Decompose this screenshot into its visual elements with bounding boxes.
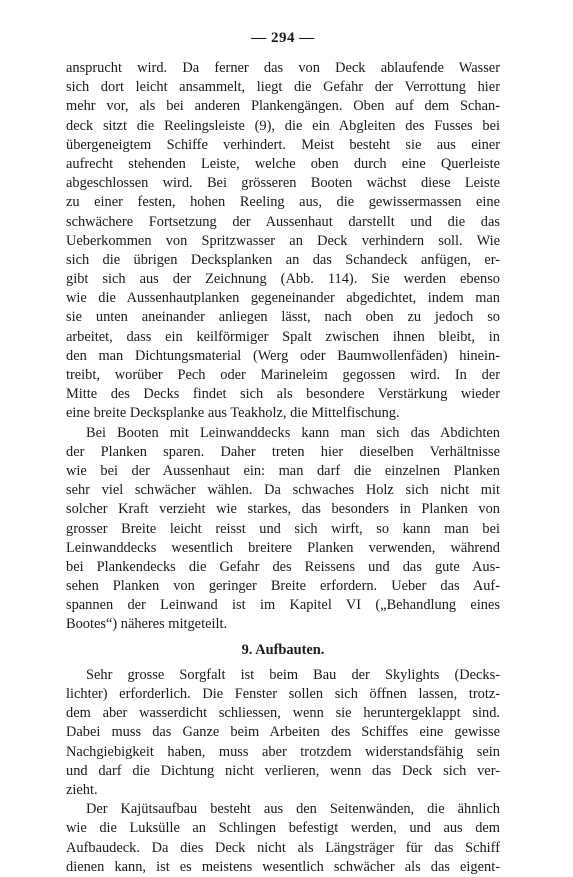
text-line: Der Kajütsaufbau besteht aus den Seitenwänden, die ähnlich [86, 801, 500, 818]
body-text [66, 59, 500, 635]
text-line: sehr viel schwächer wählen. Da schwaches Holz sich nicht mit [66, 482, 500, 499]
text-line: lichter) erforderlich. Die Fenster sollen sich öffnen lassen, trotz- [66, 686, 500, 703]
text-line: arbeitet, dass ein keilförmiger Spalt zwischen ihnen bleibt, in [66, 328, 500, 345]
text-line: und darf die Dichtung nicht verlieren, wenn das Deck sich ver- [66, 762, 500, 779]
text-line: Bootes“) näheres mitgeteilt. [66, 616, 228, 633]
text-line: den man Dichtungsmaterial (Werg oder Baumwollenfäden) hinein- [66, 347, 500, 364]
text-line: abgeschlossen wird. Bei grösseren Booten wächst diese Leiste [66, 175, 500, 192]
section-text [66, 666, 500, 877]
text-line: der Planken sparen. Daher treten hier dieselben Verhältnisse [66, 443, 500, 460]
text-line: deck sitzt die Reelingsleiste (9), die ein Abgleiten des Fusses bei [66, 117, 500, 134]
paragraph [66, 59, 500, 424]
text-line: eine breite Decksplanke aus Teakholz, die Mittelfischung. [66, 405, 400, 422]
paragraph [66, 666, 500, 800]
text-line: zu einer festen, hohen Reeling aus, die gewissermassen eine [66, 194, 500, 211]
text-line: sie unten aneinander anliegen lässt, nach oben zu jedoch so [66, 309, 500, 326]
text-line: wie die Luksülle an Schlingen befestigt werden, und aus dem [66, 820, 500, 837]
text-line: zieht. [66, 781, 98, 798]
text-line: aufrecht stehenden Leiste, welche oben durch eine Querleiste [66, 155, 500, 172]
text-line: dem aber wasserdicht schliessen, wenn sie heruntergeklappt sind. [66, 705, 500, 722]
text-line: dienen kann, ist es meistens wesentlich schwächer als das eigent- [66, 858, 500, 875]
text-line: übergeneigtem Schiffe verhindert. Meist besteht sie aus einer [66, 136, 500, 153]
text-line: sehen Planken von geringer Breite erfordern. Ueber das Auf- [66, 578, 500, 595]
text-line: Leinwanddecks wesentlich breitere Planken verwenden, während [66, 539, 500, 556]
text-line: Ueberkommen von Spritzwasser an Deck verhindern soll. Wie [66, 232, 500, 249]
text-line: bei Plankendecks die Gefahr des Reissens und das gute Aus- [66, 558, 500, 575]
text-line: Dabei muss das Ganze beim Arbeiten des Schiffes eine gewisse [66, 724, 500, 741]
paragraph [66, 424, 500, 635]
text-line: spannen der Leinwand ist im Kapitel VI („Behandlung eines [66, 597, 500, 614]
text-line: solcher Kraft verzieht wie starkes, das besonders in Planken von [66, 501, 500, 518]
text-line: sich dort leicht ansammelt, liegt die Gefahr der Verrottung hier [66, 79, 500, 96]
paragraph [66, 800, 500, 877]
text-line: mehr vor, als bei anderen Plankengängen. Oben auf dem Schan- [66, 98, 500, 115]
text-line: Bei Booten mit Leinwanddecks kann man sich das Abdichten [86, 424, 500, 441]
text-line: Nachgiebigkeit haben, muss aber trotzdem widerstandsfähig sein [66, 743, 500, 760]
text-line: wie bei der Aussenhaut ein: man darf die einzelnen Planken [66, 462, 500, 479]
text-line: schwächere Fortsetzung der Aussenhaut darstellt und die das [66, 213, 500, 230]
text-line: sich die übrigen Decksplanken an das Schandeck anfügen, er- [66, 251, 500, 268]
text-line: Aufbaudeck. Da dies Deck nicht als Längsträger für das Schiff [66, 839, 500, 856]
text-line: ansprucht wird. Da ferner das von Deck ablaufende Wasser [66, 60, 500, 76]
text-line: grosser Breite leicht reisst und sich wirft, so kann man bei [66, 520, 500, 537]
text-line: Sehr grosse Sorgfalt ist beim Bau der Skylights (Decks- [86, 666, 500, 683]
book-page [66, 30, 500, 877]
text-line: gibt sich aus der Zeichnung (Abb. 114). Sie werden ebenso [66, 271, 500, 288]
text-line: wie die Aussenhautplanken gegeneinander abgedichtet, indem man [66, 290, 500, 307]
page-number: — 294 — [251, 30, 315, 46]
text-line: Mitte des Decks findet sich als besondere Verstärkung wieder [66, 386, 500, 403]
text-line: treibt, worüber Pech oder Marineleim gegossen wird. In der [66, 367, 500, 383]
section-heading: 9. Aufbauten. [241, 641, 325, 658]
